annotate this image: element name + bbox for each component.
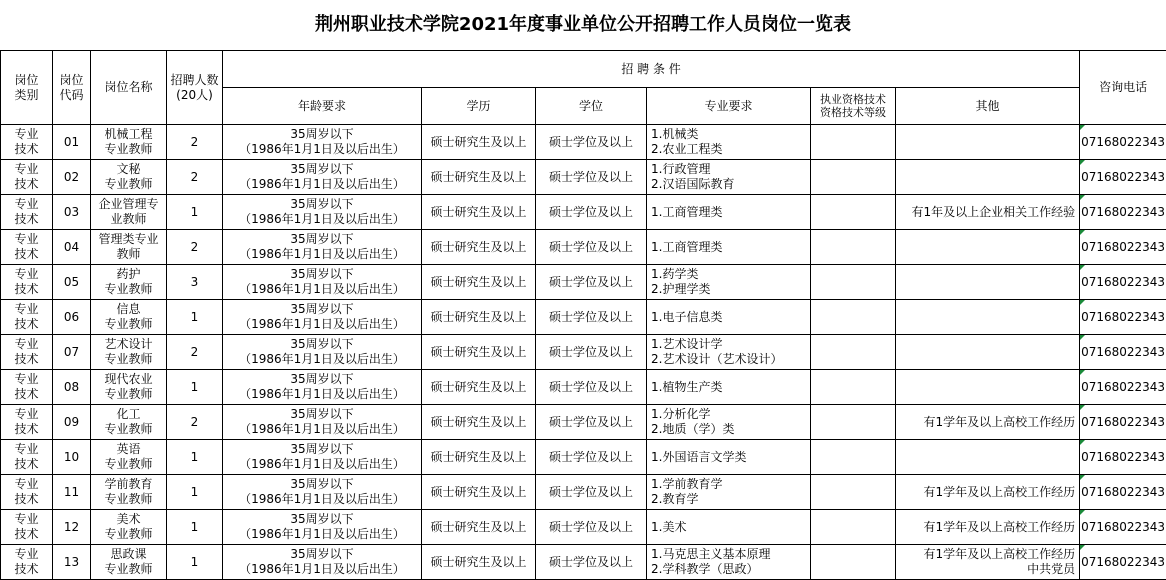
major-cell: 1.美术: [647, 510, 811, 545]
code-cell: 12: [53, 510, 91, 545]
degree-cell: 硕士学位及以上: [536, 335, 647, 370]
qualification-cell: [811, 510, 896, 545]
table-row: [1, 475, 1166, 510]
degree-cell: 硕士学位及以上: [536, 440, 647, 475]
other-cell: 有1学年及以上高校工作经历: [896, 405, 1080, 440]
qualification-cell: [811, 475, 896, 510]
age-cell: 35周岁以下 （1986年1月1日及以后出生）: [223, 440, 422, 475]
name-cell: 学前教育 专业教师: [91, 475, 167, 510]
header-row-1: [1, 51, 1166, 88]
other-cell: 有1学年及以上高校工作经历: [896, 475, 1080, 510]
qualification-cell: [811, 370, 896, 405]
category-cell: 专业 技术: [1, 300, 53, 335]
age-cell: 35周岁以下 （1986年1月1日及以后出生）: [223, 510, 422, 545]
major-cell: 1.艺术设计学 2.艺术设计（艺术设计）: [647, 335, 811, 370]
name-cell: 管理类专业 教师: [91, 230, 167, 265]
phone-cell: 07168022343: [1080, 405, 1166, 440]
other-cell: 有1学年及以上高校工作经历: [896, 510, 1080, 545]
qualification-cell: [811, 230, 896, 265]
header-degree: 学位: [536, 88, 647, 125]
qualification-cell: [811, 195, 896, 230]
header-name: 岗位名称: [91, 51, 167, 125]
table-row: [1, 160, 1166, 195]
qualification-cell: [811, 160, 896, 195]
major-cell: 1.机械类 2.农业工程类: [647, 125, 811, 160]
qualification-cell: [811, 335, 896, 370]
education-cell: 硕士研究生及以上: [422, 125, 536, 160]
code-cell: 10: [53, 440, 91, 475]
age-cell: 35周岁以下 （1986年1月1日及以后出生）: [223, 545, 422, 580]
phone-cell: 07168022343: [1080, 195, 1166, 230]
major-cell: 1.马克思主义基本原理 2.学科教学（思政）: [647, 545, 811, 580]
degree-cell: 硕士学位及以上: [536, 545, 647, 580]
code-cell: 04: [53, 230, 91, 265]
degree-cell: 硕士学位及以上: [536, 125, 647, 160]
education-cell: 硕士研究生及以上: [422, 300, 536, 335]
phone-cell: 07168022343: [1080, 335, 1166, 370]
qualification-cell: [811, 300, 896, 335]
education-cell: 硕士研究生及以上: [422, 265, 536, 300]
degree-cell: 硕士学位及以上: [536, 265, 647, 300]
quota-cell: 2: [167, 335, 223, 370]
quota-cell: 1: [167, 475, 223, 510]
phone-cell: 07168022343: [1080, 475, 1166, 510]
code-cell: 13: [53, 545, 91, 580]
age-cell: 35周岁以下 （1986年1月1日及以后出生）: [223, 265, 422, 300]
major-cell: 1.工商管理类: [647, 195, 811, 230]
degree-cell: 硕士学位及以上: [536, 370, 647, 405]
education-cell: 硕士研究生及以上: [422, 195, 536, 230]
table-row: [1, 230, 1166, 265]
category-cell: 专业 技术: [1, 195, 53, 230]
age-cell: 35周岁以下 （1986年1月1日及以后出生）: [223, 160, 422, 195]
major-cell: 1.行政管理 2.汉语国际教育: [647, 160, 811, 195]
category-cell: 专业 技术: [1, 125, 53, 160]
age-cell: 35周岁以下 （1986年1月1日及以后出生）: [223, 370, 422, 405]
header-category: 岗位 类别: [1, 51, 53, 125]
code-cell: 09: [53, 405, 91, 440]
category-cell: 专业 技术: [1, 405, 53, 440]
education-cell: 硕士研究生及以上: [422, 510, 536, 545]
age-cell: 35周岁以下 （1986年1月1日及以后出生）: [223, 475, 422, 510]
other-cell: [896, 265, 1080, 300]
phone-cell: 07168022343: [1080, 160, 1166, 195]
header-qualification: 执业资格技术 资格技术等级: [811, 88, 896, 125]
quota-cell: 1: [167, 370, 223, 405]
quota-cell: 2: [167, 125, 223, 160]
table-row: [1, 265, 1166, 300]
other-cell: [896, 440, 1080, 475]
code-cell: 05: [53, 265, 91, 300]
quota-cell: 1: [167, 510, 223, 545]
name-cell: 信息 专业教师: [91, 300, 167, 335]
degree-cell: 硕士学位及以上: [536, 405, 647, 440]
qualification-cell: [811, 545, 896, 580]
phone-cell: 07168022343: [1080, 440, 1166, 475]
category-cell: 专业 技术: [1, 230, 53, 265]
phone-cell: 07168022343: [1080, 370, 1166, 405]
header-major: 专业要求: [647, 88, 811, 125]
major-cell: 1.植物生产类: [647, 370, 811, 405]
age-cell: 35周岁以下 （1986年1月1日及以后出生）: [223, 125, 422, 160]
other-cell: 有1学年及以上高校工作经历 中共党员: [896, 545, 1080, 580]
major-cell: 1.药学类 2.护理学类: [647, 265, 811, 300]
name-cell: 现代农业 专业教师: [91, 370, 167, 405]
age-cell: 35周岁以下 （1986年1月1日及以后出生）: [223, 230, 422, 265]
table-row: [1, 195, 1166, 230]
quota-cell: 2: [167, 160, 223, 195]
degree-cell: 硕士学位及以上: [536, 160, 647, 195]
qualification-cell: [811, 125, 896, 160]
code-cell: 03: [53, 195, 91, 230]
table-row: [1, 335, 1166, 370]
code-cell: 02: [53, 160, 91, 195]
table-row: [1, 545, 1166, 580]
other-cell: [896, 300, 1080, 335]
education-cell: 硕士研究生及以上: [422, 405, 536, 440]
category-cell: 专业 技术: [1, 335, 53, 370]
name-cell: 药护 专业教师: [91, 265, 167, 300]
table-row: [1, 510, 1166, 545]
degree-cell: 硕士学位及以上: [536, 195, 647, 230]
phone-cell: 07168022343: [1080, 545, 1166, 580]
education-cell: 硕士研究生及以上: [422, 440, 536, 475]
quota-cell: 1: [167, 440, 223, 475]
name-cell: 化工 专业教师: [91, 405, 167, 440]
other-cell: [896, 125, 1080, 160]
header-education: 学历: [422, 88, 536, 125]
header-quota: 招聘人数 (20人): [167, 51, 223, 125]
qualification-cell: [811, 440, 896, 475]
major-cell: 1.外国语言文学类: [647, 440, 811, 475]
phone-cell: 07168022343: [1080, 510, 1166, 545]
header-other: 其他: [896, 88, 1080, 125]
code-cell: 07: [53, 335, 91, 370]
education-cell: 硕士研究生及以上: [422, 160, 536, 195]
name-cell: 文秘 专业教师: [91, 160, 167, 195]
category-cell: 专业 技术: [1, 440, 53, 475]
phone-cell: 07168022343: [1080, 230, 1166, 265]
table-row: [1, 370, 1166, 405]
other-cell: [896, 230, 1080, 265]
category-cell: 专业 技术: [1, 370, 53, 405]
code-cell: 01: [53, 125, 91, 160]
phone-cell: 07168022343: [1080, 125, 1166, 160]
name-cell: 机械工程 专业教师: [91, 125, 167, 160]
degree-cell: 硕士学位及以上: [536, 300, 647, 335]
quota-cell: 2: [167, 230, 223, 265]
age-cell: 35周岁以下 （1986年1月1日及以后出生）: [223, 335, 422, 370]
header-conditions: 招 聘 条 件: [223, 51, 1080, 88]
qualification-cell: [811, 265, 896, 300]
name-cell: 英语 专业教师: [91, 440, 167, 475]
major-cell: 1.分析化学 2.地质（学）类: [647, 405, 811, 440]
table-row: [1, 440, 1166, 475]
quota-cell: 3: [167, 265, 223, 300]
quota-cell: 1: [167, 545, 223, 580]
page-title: 荆州职业技术学院2021年度事业单位公开招聘工作人员岗位一览表: [0, 0, 1166, 51]
other-cell: 有1年及以上企业相关工作经验: [896, 195, 1080, 230]
phone-cell: 07168022343: [1080, 265, 1166, 300]
other-cell: [896, 160, 1080, 195]
phone-cell: 07168022343: [1080, 300, 1166, 335]
name-cell: 美术 专业教师: [91, 510, 167, 545]
degree-cell: 硕士学位及以上: [536, 230, 647, 265]
code-cell: 08: [53, 370, 91, 405]
other-cell: [896, 335, 1080, 370]
age-cell: 35周岁以下 （1986年1月1日及以后出生）: [223, 405, 422, 440]
education-cell: 硕士研究生及以上: [422, 475, 536, 510]
category-cell: 专业 技术: [1, 510, 53, 545]
category-cell: 专业 技术: [1, 160, 53, 195]
header-age: 年龄要求: [223, 88, 422, 125]
major-cell: 1.学前教育学 2.教育学: [647, 475, 811, 510]
education-cell: 硕士研究生及以上: [422, 370, 536, 405]
major-cell: 1.电子信息类: [647, 300, 811, 335]
degree-cell: 硕士学位及以上: [536, 510, 647, 545]
name-cell: 思政课 专业教师: [91, 545, 167, 580]
major-cell: 1.工商管理类: [647, 230, 811, 265]
age-cell: 35周岁以下 （1986年1月1日及以后出生）: [223, 195, 422, 230]
education-cell: 硕士研究生及以上: [422, 545, 536, 580]
category-cell: 专业 技术: [1, 475, 53, 510]
name-cell: 艺术设计 专业教师: [91, 335, 167, 370]
education-cell: 硕士研究生及以上: [422, 335, 536, 370]
qualification-cell: [811, 405, 896, 440]
category-cell: 专业 技术: [1, 265, 53, 300]
quota-cell: 1: [167, 300, 223, 335]
job-table: [0, 50, 1166, 580]
degree-cell: 硕士学位及以上: [536, 475, 647, 510]
table-row: [1, 300, 1166, 335]
age-cell: 35周岁以下 （1986年1月1日及以后出生）: [223, 300, 422, 335]
quota-cell: 2: [167, 405, 223, 440]
category-cell: 专业 技术: [1, 545, 53, 580]
name-cell: 企业管理专 业教师: [91, 195, 167, 230]
code-cell: 06: [53, 300, 91, 335]
education-cell: 硕士研究生及以上: [422, 230, 536, 265]
header-phone: 咨询电话: [1080, 51, 1166, 125]
table-row: [1, 405, 1166, 440]
other-cell: [896, 370, 1080, 405]
quota-cell: 1: [167, 195, 223, 230]
table-row: [1, 125, 1166, 160]
code-cell: 11: [53, 475, 91, 510]
header-code: 岗位 代码: [53, 51, 91, 125]
